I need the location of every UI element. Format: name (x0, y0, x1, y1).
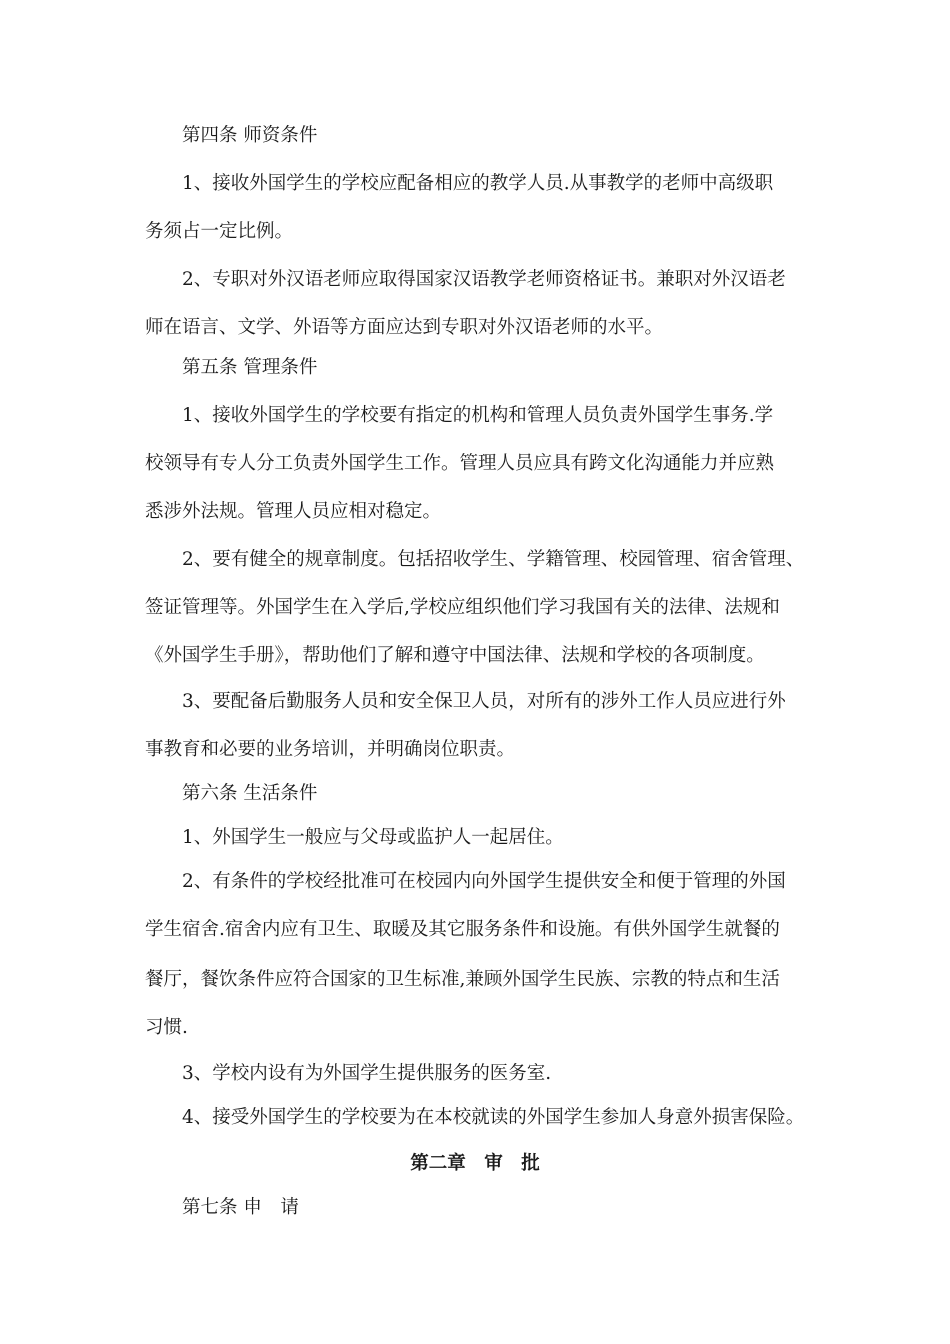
paragraph-line: 师在语言、文学、外语等方面应达到专职对外汉语老师的水平。 (145, 317, 664, 338)
paragraph-line: 签证管理等。外国学生在入学后,学校应组织他们学习我国有关的法律、法规和 (145, 597, 780, 618)
paragraph-line: 2、有条件的学校经批准可在校园内向外国学生提供安全和便于管理的外国 (182, 871, 786, 892)
paragraph-line: 务须占一定比例。 (145, 221, 294, 242)
article-6-heading: 第六条 生活条件 (182, 783, 318, 804)
paragraph-line: 《外国学生手册》，帮助他们了解和遵守中国法律、法规和学校的各项制度。 (145, 645, 765, 666)
paragraph-line: 学生宿舍.宿舍内应有卫生、取暖及其它服务条件和设施。有供外国学生就餐的 (145, 919, 780, 940)
paragraph-line: 2、专职对外汉语老师应取得国家汉语教学老师资格证书。兼职对外汉语老 (182, 269, 786, 290)
article-7-heading: 第七条 申 请 (182, 1197, 299, 1218)
paragraph-line: 2、要有健全的规章制度。包括招收学生、学籍管理、校园管理、宿舍管理、 (182, 549, 805, 570)
paragraph-line: 1、接收外国学生的学校应配备相应的教学人员.从事教学的老师中高级职 (182, 173, 774, 194)
paragraph-line: 3、要配备后勤服务人员和安全保卫人员，对所有的涉外工作人员应进行外 (182, 691, 786, 712)
paragraph-line: 悉涉外法规。管理人员应相对稳定。 (145, 501, 442, 522)
paragraph-line: 餐厅，餐饮条件应符合国家的卫生标准,兼顾外国学生民族、宗教的特点和生活 (145, 969, 780, 990)
article-5-heading: 第五条 管理条件 (182, 357, 318, 378)
article-4-heading: 第四条 师资条件 (182, 125, 318, 146)
paragraph-line: 校领导有专人分工负责外国学生工作。管理人员应具有跨文化沟通能力并应熟 (145, 453, 775, 474)
paragraph-line: 4、接受外国学生的学校要为在本校就读的外国学生参加人身意外损害保险。 (182, 1107, 805, 1128)
paragraph-line: 习惯. (145, 1017, 188, 1038)
paragraph-line: 1、接收外国学生的学校要有指定的机构和管理人员负责外国学生事务.学 (182, 405, 774, 426)
paragraph-line: 3、学校内设有为外国学生提供服务的医务室. (182, 1063, 552, 1084)
paragraph-line: 1、外国学生一般应与父母或监护人一起居住。 (182, 827, 564, 848)
chapter-2-heading: 第二章 审 批 (410, 1153, 540, 1174)
paragraph-line: 事教育和必要的业务培训，并明确岗位职责。 (145, 739, 516, 760)
